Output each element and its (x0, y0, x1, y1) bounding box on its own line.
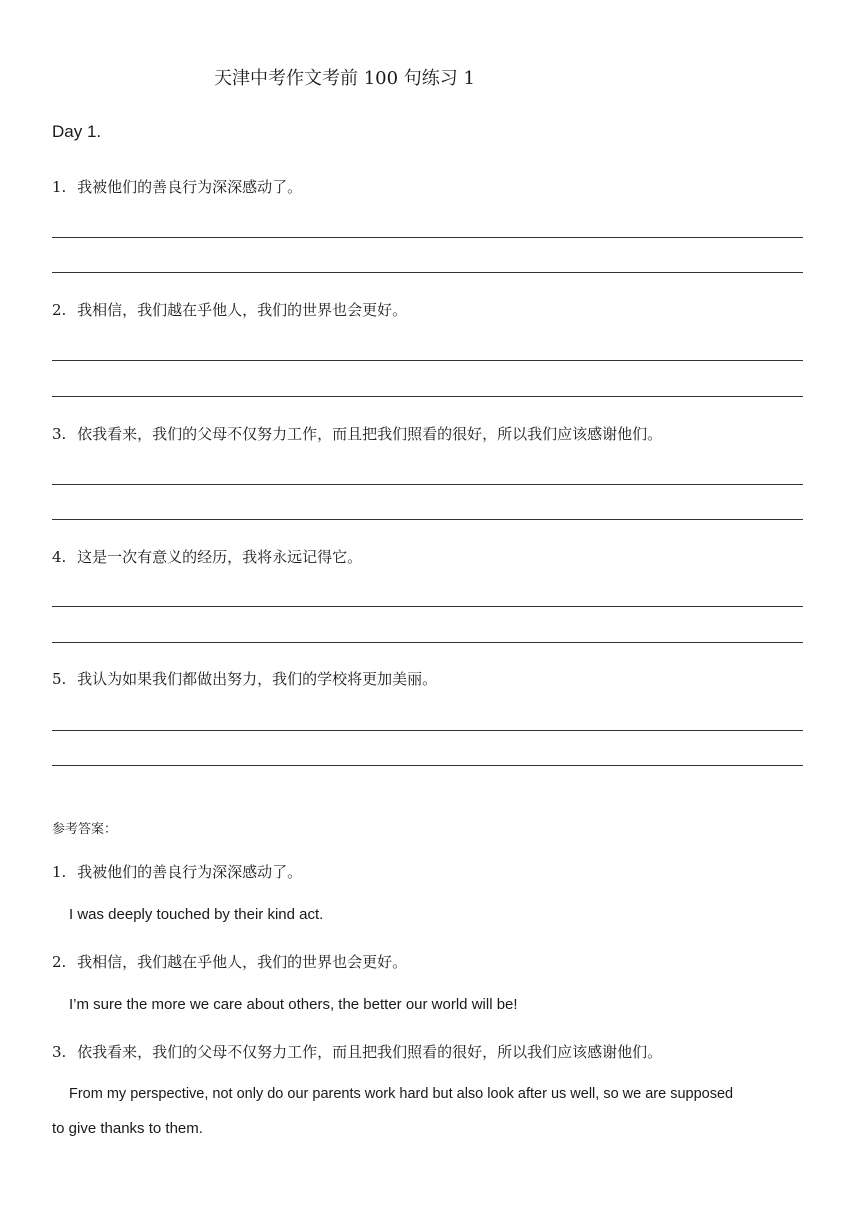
question-1 (52, 176, 302, 197)
question-text: 我被他们的善良行为深深感动了。 (77, 178, 303, 196)
question-text: 我相信，我们越在乎他人，我们的世界也会更好。 (77, 301, 408, 319)
answer-line[interactable] (52, 765, 803, 766)
answer-2-en: I’m sure the more we care about others, the better our world will be! (69, 996, 518, 1013)
answer-line[interactable] (52, 272, 803, 273)
answer-number: 2. (52, 953, 67, 971)
answer-line[interactable] (52, 642, 803, 643)
question-number: 1. (52, 178, 67, 196)
answer-number: 1. (52, 863, 67, 881)
answer-3-cn (52, 1041, 662, 1062)
answer-line[interactable] (52, 396, 803, 397)
question-text: 这是一次有意义的经历，我将永远记得它。 (77, 548, 363, 566)
answer-line[interactable] (52, 237, 803, 238)
question-number: 5. (52, 670, 67, 688)
day-heading: Day 1. (52, 122, 102, 141)
question-4 (52, 546, 362, 567)
answers-heading: 参考答案： (52, 822, 118, 837)
answer-cn-text: 依我看来，我们的父母不仅努力工作，而且把我们照看的很好，所以我们应该感谢他们。 (77, 1043, 663, 1061)
question-number: 4. (52, 548, 67, 566)
question-3 (52, 423, 662, 444)
question-text: 依我看来，我们的父母不仅努力工作，而且把我们照看的很好，所以我们应该感谢他们。 (77, 425, 663, 443)
answer-3-en-line1: From my perspective, not only do our parents work hard but also look after us well, so we are supposed (69, 1086, 734, 1102)
question-text: 我认为如果我们都做出努力，我们的学校将更加美丽。 (77, 670, 438, 688)
answer-line[interactable] (52, 730, 803, 731)
answer-1-cn (52, 861, 302, 882)
answer-1-en: I was deeply touched by their kind act. (69, 906, 324, 923)
answer-line[interactable] (52, 484, 803, 485)
answer-line[interactable] (52, 360, 803, 361)
answer-line[interactable] (52, 519, 803, 520)
question-2 (52, 299, 407, 320)
answer-cn-text: 我相信，我们越在乎他人，我们的世界也会更好。 (77, 953, 408, 971)
question-5 (52, 668, 437, 689)
answer-number: 3. (52, 1043, 67, 1061)
answer-cn-text: 我被他们的善良行为深深感动了。 (77, 863, 303, 881)
answer-line[interactable] (52, 606, 803, 607)
answer-2-cn (52, 951, 407, 972)
question-number: 3. (52, 425, 67, 443)
page-title: 天津中考作文考前 100 句练习 1 (214, 68, 475, 89)
answer-3-en-line2: to give thanks to them. (52, 1120, 203, 1137)
question-number: 2. (52, 301, 67, 319)
